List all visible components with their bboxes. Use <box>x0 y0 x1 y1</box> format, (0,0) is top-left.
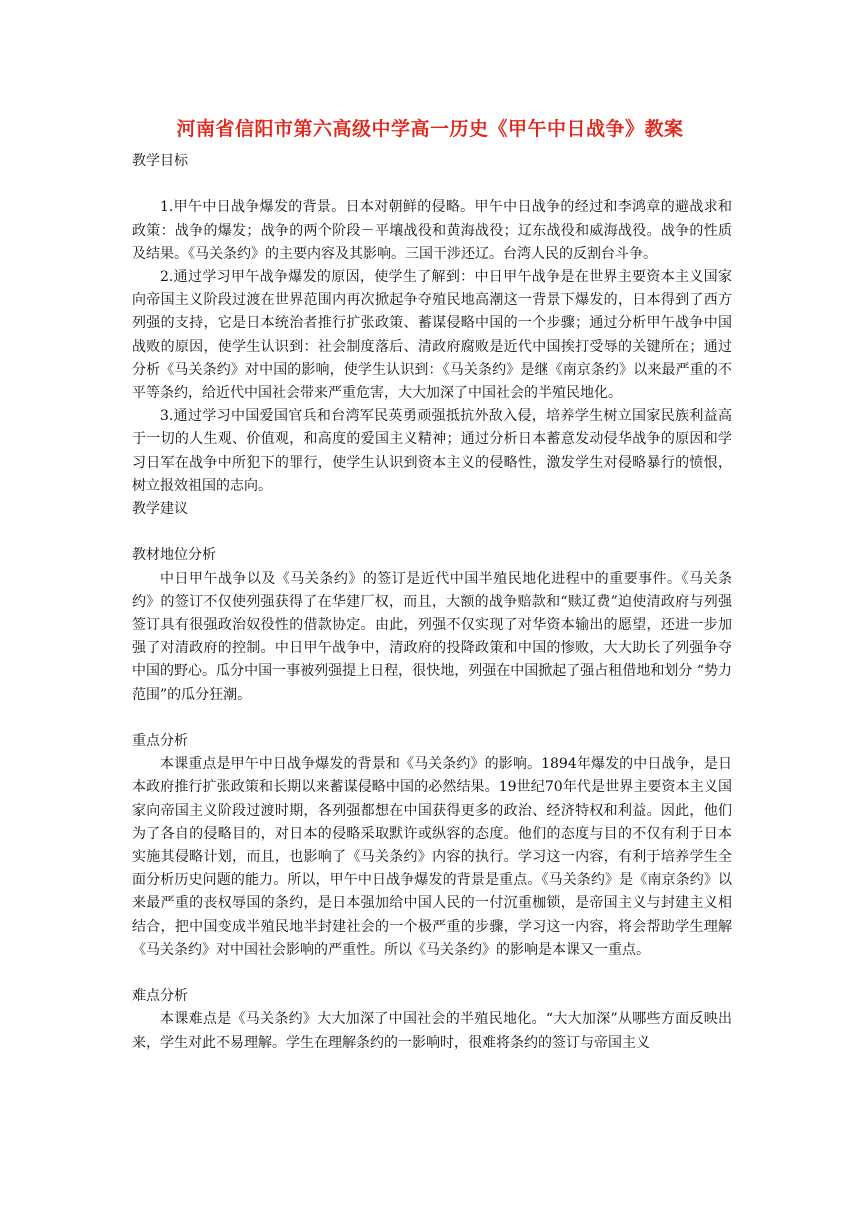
key-points-paragraph: 本课重点是甲午中日战争爆发的背景和《马关条约》的影响。1894年爆发的中日战争，是日本政府推行扩张政策和长期以来蓄谋侵略中国的必然结果。19世纪70年代是世界主要资本主义国家向帝国主义阶段过渡时期，各列强都想在中国获得更多的政治、经济特权和利益。因此，他们为了各自的侵略目的，对日本的侵略采取默许或纵容的态度。他们的态度与目的不仅有利于日本实施其侵略计划，而且，也影响了《马关条约》内容的执行。学习这一内容，有利于培养学生全面分析历史问题的能力。所以，甲午中日战争爆发的背景是重点。《马关条约》是《南京条约》以来最严重的丧权辱国的条约，是日本强加给中国人民的一付沉重枷锁，是帝国主义与封建主义相结合，把中国变成半殖民地半封建社会的一个极严重的步骤，学习这一内容，将会帮助学生理解《马关条约》对中国社会影响的严重性。所以《马关条约》的影响是本课又一重点。 <box>132 756 732 958</box>
objective-item-1: 1.甲午中日战争爆发的背景。日本对朝鲜的侵略。甲午中日战争的经过和李鸿章的避战求和政策：战争的爆发；战争的两个阶段－平壤战役和黄海战役；辽东战役和威海战役。战争的性质及结果。《马关条约》的主要内容及其影响。三国干涉还辽。台湾人民的反割台斗争。 <box>132 199 732 262</box>
objective-item-2: 2.通过学习甲午战争爆发的原因，使学生了解到：中日甲午战争是在世界主要资本主义国家向帝国主义阶段过渡在世界范围内再次掀起争夺殖民地高潮这一背景下爆发的，日本得到了西方列强的支持，它是日本统治者推行扩张政策、蓄谋侵略中国的一个步骤；通过分析甲午战争中国战败的原因，使学生认识到：社会制度落后、清政府腐败是近代中国挨打受辱的关键所在；通过分析《马关条约》对中国的影响，使学生认识到：《马关条约》是继《南京条约》以来最严重的不平等条约，给近代中国社会带来严重危害，大大加深了中国社会的半殖民地化。 <box>132 269 732 402</box>
objective-item-3: 3.通过学习中国爱国官兵和台湾军民英勇顽强抵抗外敌入侵，培养学生树立国家民族利益高于一切的人生观、价值观，和高度的爱国主义精神；通过分析日本蓄意发动侵华战争的原因和学习日军在战争中所犯下的罪行，使学生认识到资本主义的侵略性，激发学生对侵略暴行的愤恨，树立报效祖国的志向。 <box>132 408 732 494</box>
spacer <box>132 962 732 985</box>
document-body <box>132 150 732 1055</box>
objectives-heading: 教学目标 <box>132 153 188 169</box>
spacer <box>132 707 732 730</box>
key-points-heading: 重点分析 <box>132 733 188 750</box>
spacer <box>132 173 732 196</box>
suggestions-heading: 教学建议 <box>132 501 188 518</box>
document-title: 河南省信阳市第六高级中学高一历史《甲午中日战争》教案 <box>176 118 684 140</box>
difficulties-paragraph: 本课难点是《马关条约》大大加深了中国社会的半殖民地化。“大大加深”从哪些方面反映出来，学生对此不易理解。学生在理解条约的一影响时，很难将条约的签订与帝国主义 <box>132 1011 732 1051</box>
position-heading: 教材地位分析 <box>132 547 216 564</box>
difficulties-heading: 难点分析 <box>132 988 188 1005</box>
position-paragraph: 中日甲午战争以及《马关条约》的签订是近代中国半殖民地化进程中的重要事件。《马关条约》的签订不仅使列强获得了在华建厂权，而且，大额的战争赔款和“赎辽费”迫使清政府与列强签订具有很强政治奴役性的借款协定。由此，列强不仅实现了对华资本输出的愿望，还进一步加强了对清政府的控制。中日甲午战争中，清政府的投降政策和中国的惨败，大大助长了列强争夺中国的野心。瓜分中国一事被列强提上日程，很快地，列强在中国掀起了强占租借地和划分 “势力范围”的瓜分狂潮。 <box>132 570 732 703</box>
spacer <box>132 521 732 544</box>
